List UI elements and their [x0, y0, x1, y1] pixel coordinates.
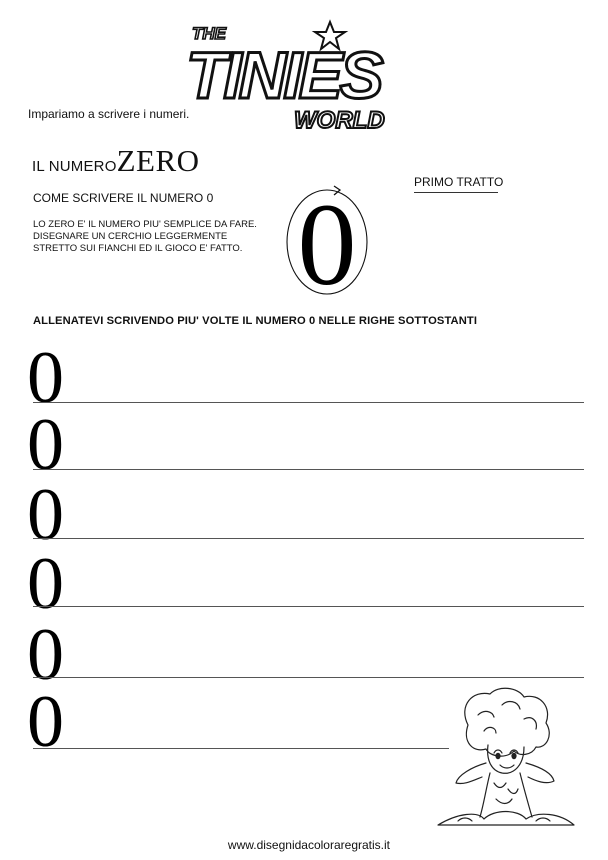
title-prefix: IL NUMERO — [32, 158, 117, 175]
practice-digit: 0 — [27, 681, 64, 763]
example-zero — [282, 180, 378, 298]
intro-text: Impariamo a scrivere i numeri. — [28, 107, 190, 121]
page-title — [32, 143, 200, 179]
footer-url-text: www.disegnidacoloraregratis.it — [227, 838, 390, 852]
tinies-world-logo — [180, 18, 440, 136]
logo-the: THE — [192, 24, 226, 43]
logo-world: WORLD — [294, 107, 385, 134]
logo-main: TINIES — [186, 38, 381, 112]
practice-row — [0, 542, 608, 625]
practice-digit: 0 — [27, 543, 64, 625]
practice-row — [0, 612, 608, 696]
writing-line[interactable] — [33, 677, 584, 678]
first-stroke-label: PRIMO TRATTO — [414, 175, 504, 189]
writing-line[interactable] — [33, 606, 584, 607]
title-number-word: ZERO — [116, 143, 200, 178]
how-to-heading: COME SCRIVERE IL NUMERO 0 — [33, 191, 214, 205]
practice-digit: 0 — [27, 337, 64, 419]
example-digit: 0 — [297, 180, 357, 298]
writing-line[interactable] — [33, 748, 449, 749]
practice-row — [0, 337, 608, 419]
mascot-illustration — [428, 685, 578, 827]
writing-line[interactable] — [33, 469, 584, 470]
first-stroke-line — [414, 192, 498, 193]
footer-url — [0, 838, 608, 852]
writing-line[interactable] — [33, 538, 584, 539]
practice-row — [0, 404, 608, 486]
practice-digit: 0 — [27, 614, 64, 696]
practice-instruction: ALLENATEVI SCRIVENDO PIU' VOLTE IL NUMERO 0 NELLE RIGHE SOTTOSTANTI — [33, 315, 478, 327]
writing-line[interactable] — [33, 402, 584, 403]
practice-digit: 0 — [27, 404, 64, 486]
practice-row — [0, 474, 608, 556]
practice-digit: 0 — [27, 474, 64, 556]
description-text: LO ZERO E' IL NUMERO PIU' SEMPLICE DA FARE. DISEGNARE UN CERCHIO LEGGERMENTE STRETTO SUI FIANCHI ED IL GIOCO E' FATTO. — [33, 219, 257, 254]
